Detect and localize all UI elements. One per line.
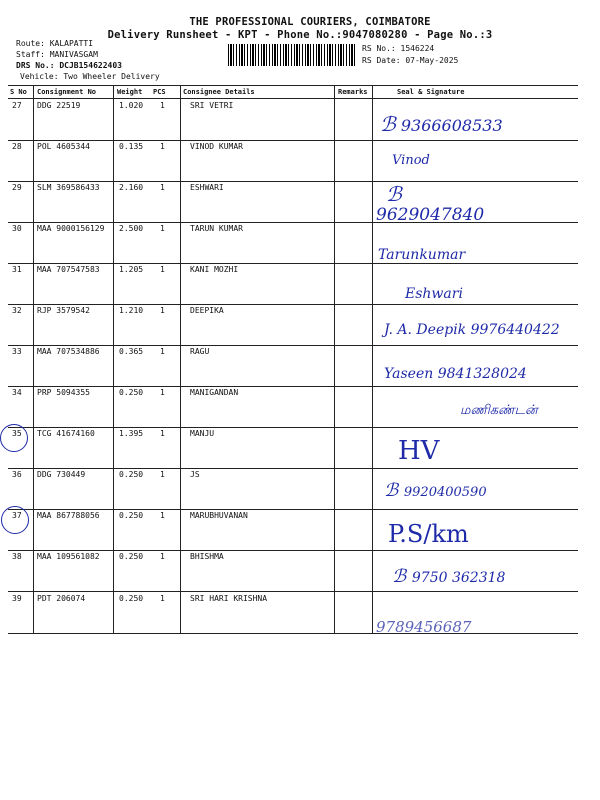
- row-weight: 0.250: [119, 470, 144, 479]
- signature-mark: Eshwari: [405, 286, 463, 302]
- row-weight: 0.250: [119, 552, 144, 561]
- row-weight: 1.210: [119, 306, 144, 315]
- signature-mark: மணிகண்டன்: [460, 403, 538, 418]
- row-consignee: RAGU: [190, 347, 210, 356]
- signature-mark: ℬ 9920400590: [384, 480, 487, 501]
- signature-mark: ℬ 9750 362318: [392, 566, 506, 587]
- runsheet-title: Delivery Runsheet - KPT - Phone No.:9047080280 - Page No.:3: [107, 29, 493, 41]
- signature-mark: Yaseen 9841328024: [384, 366, 527, 382]
- row-weight: 0.250: [119, 594, 144, 603]
- row-weight: 0.365: [119, 347, 144, 356]
- vehicle: Vehicle: Two Wheeler Delivery: [20, 72, 160, 81]
- row-consignment: TCG 41674160: [37, 429, 95, 438]
- row-consignment: MAA 707534886: [37, 347, 100, 356]
- row-consignment: PRP 5094355: [37, 388, 90, 397]
- row-consignee: MARUBHUVANAN: [190, 511, 248, 520]
- row-pcs: 1: [160, 552, 165, 561]
- rs-date: RS Date: 07-May-2025: [362, 56, 459, 65]
- row-pcs: 1: [160, 101, 165, 110]
- row-sno: 29: [12, 183, 22, 192]
- row-consignee: SRI VETRI: [190, 101, 234, 110]
- row-pcs: 1: [160, 388, 165, 397]
- row-weight: 1.020: [119, 101, 144, 110]
- col-header-pcs: PCS: [153, 88, 166, 96]
- row-consignment: RJP 3579542: [37, 306, 90, 315]
- row-consignee: MANIGANDAN: [190, 388, 239, 397]
- row-consignment: DDG 730449: [37, 470, 86, 479]
- signature-mark: ℬ: [386, 182, 402, 206]
- row-consignment: PDT 206074: [37, 594, 86, 603]
- row-consignee: MANJU: [190, 429, 215, 438]
- signature-mark: HV: [398, 436, 440, 466]
- row-sno: 36: [12, 470, 22, 479]
- row-weight: 0.135: [119, 142, 144, 151]
- row-pcs: 1: [160, 142, 165, 151]
- signature-mark: 9789456687: [376, 618, 472, 636]
- col-header-consignment: Consignment No: [37, 88, 97, 96]
- staff: Staff: MANIVASGAM: [16, 50, 98, 59]
- signature-mark: Vinod: [392, 153, 430, 168]
- col-header-consignee: Consignee Details: [183, 88, 255, 96]
- row-weight: 0.250: [119, 511, 144, 520]
- row-sno: 32: [12, 306, 22, 315]
- row-consignee: SRI HARI KRISHNA: [190, 594, 268, 603]
- row-sno: 30: [12, 224, 22, 233]
- row-sno: 33: [12, 347, 22, 356]
- row-consignment: MAA 707547583: [37, 265, 100, 274]
- row-pcs: 1: [160, 224, 165, 233]
- row-sno: 37: [12, 511, 22, 520]
- row-consignee: BHISHMA: [190, 552, 224, 561]
- row-sno: 27: [12, 101, 22, 110]
- signature-mark: 9629047840: [376, 205, 485, 225]
- row-consignee: KANI MOZHI: [190, 265, 239, 274]
- row-consignment: MAA 867788056: [37, 511, 100, 520]
- col-header-remarks: Remarks: [338, 88, 368, 96]
- row-pcs: 1: [160, 470, 165, 479]
- row-consignment: SLM 369586433: [37, 183, 100, 192]
- row-sno: 31: [12, 265, 22, 274]
- row-pcs: 1: [160, 265, 165, 274]
- signature-mark: Tarunkumar: [378, 247, 466, 263]
- signature-mark: P.S/km: [388, 520, 469, 548]
- route: Route: KALAPATTI: [16, 39, 94, 48]
- row-consignment: MAA 109561082: [37, 552, 100, 561]
- row-consignee: VINOD KUMAR: [190, 142, 243, 151]
- row-pcs: 1: [160, 511, 165, 520]
- row-pcs: 1: [160, 429, 165, 438]
- company-title: THE PROFESSIONAL COURIERS, COIMBATORE: [189, 16, 431, 28]
- drs-no: DRS No.: DCJB154622403: [16, 61, 122, 70]
- col-header-signature: Seal & Signature: [397, 88, 465, 96]
- row-sno: 35: [12, 429, 22, 438]
- row-sno: 28: [12, 142, 22, 151]
- pen-circle-mark: [1, 506, 29, 534]
- row-consignee: ESHWARI: [190, 183, 224, 192]
- row-weight: 2.500: [119, 224, 144, 233]
- col-header-sno: S No: [10, 88, 27, 96]
- col-header-weight: Weight: [117, 88, 143, 96]
- row-pcs: 1: [160, 306, 165, 315]
- row-consignment: MAA 9000156129: [37, 224, 105, 233]
- row-weight: 1.395: [119, 429, 144, 438]
- row-consignee: DEEPIKA: [190, 306, 224, 315]
- row-sno: 39: [12, 594, 22, 603]
- signature-mark: ℬ 9366608533: [380, 112, 503, 136]
- row-consignment: POL 4605344: [37, 142, 90, 151]
- row-pcs: 1: [160, 183, 165, 192]
- pen-circle-mark: [0, 424, 28, 452]
- rs-no: RS No.: 1546224: [362, 44, 435, 53]
- row-consignee: JS: [190, 470, 200, 479]
- row-consignee: TARUN KUMAR: [190, 224, 243, 233]
- row-weight: 2.160: [119, 183, 144, 192]
- row-sno: 38: [12, 552, 22, 561]
- row-pcs: 1: [160, 347, 165, 356]
- row-weight: 0.250: [119, 388, 144, 397]
- row-weight: 1.205: [119, 265, 144, 274]
- row-pcs: 1: [160, 594, 165, 603]
- row-consignment: DDG 22519: [37, 101, 81, 110]
- signature-mark: J. A. Deepik 9976440422: [384, 322, 560, 338]
- row-sno: 34: [12, 388, 22, 397]
